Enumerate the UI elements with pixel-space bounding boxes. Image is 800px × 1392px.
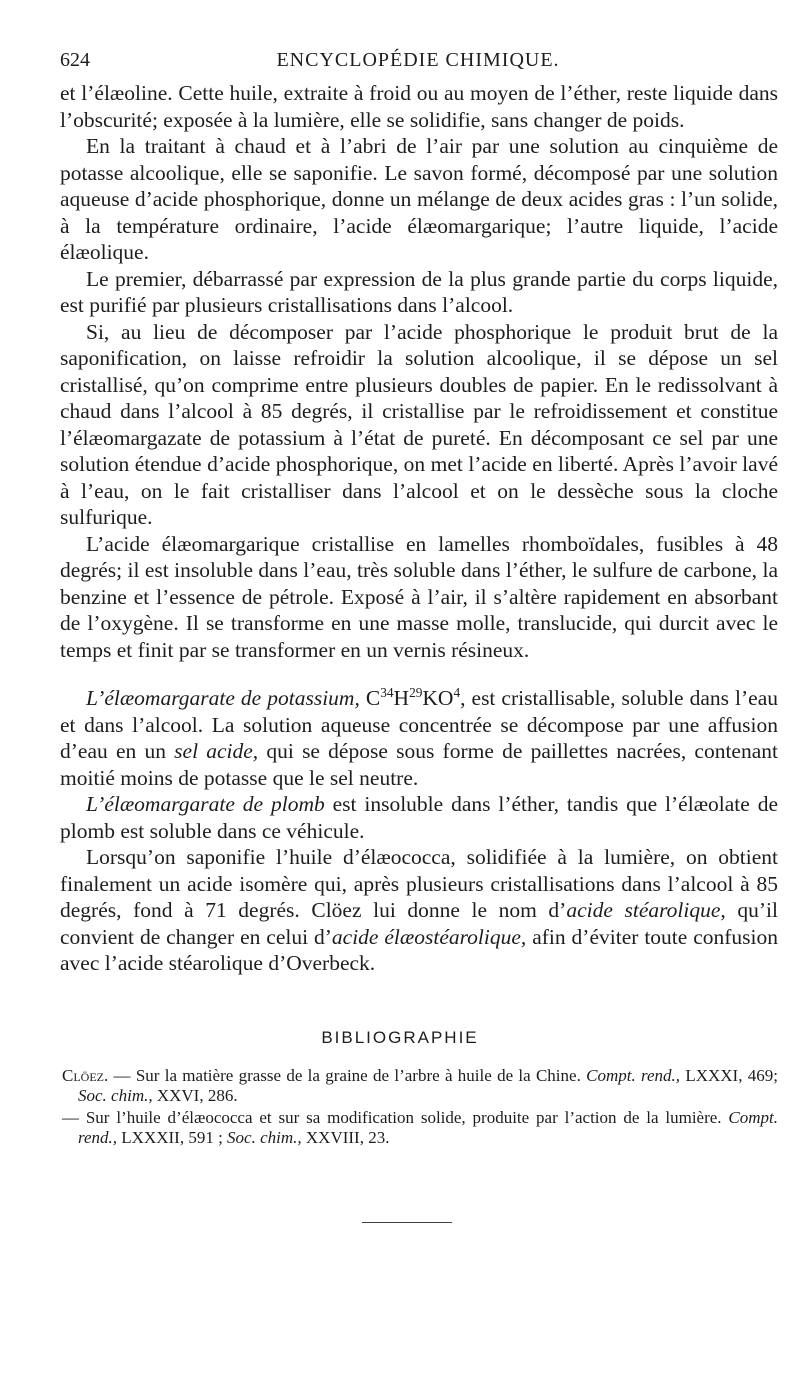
paragraph-4: Si, au lieu de décomposer par l’acide phosphorique le produit brut de la saponification, on laisse refroidir la solution alcoolique, il se dépose un sel cristallisé, qu’on comprime entre plusieurs doubles de papier. En le redissolvant à chaud dans l’alcool à 85 degrés, il cristallise par le refroidissement et constitue l’élæomargazate de potassium à l’état de pureté. En décomposant ce sel par une solution étendue d’acide phosphorique, on met l’acide en liberté. Après l’avoir lavé à l’eau, on le fait cristalliser dans l’alcool et on le dessèche sous la cloche sulfurique. bbox=[60, 319, 778, 529]
running-title: ENCYCLOPÉDIE CHIMIQUE. bbox=[276, 49, 560, 71]
term-potassium-salt: L’élæomargarate de potassium, bbox=[86, 686, 360, 710]
page-header bbox=[60, 46, 776, 74]
paragraph-3: Le premier, débarrassé par expression de la plus grande partie du corps liquide, est purifié par plusieurs cristallisations dans l’alcool. bbox=[60, 266, 778, 317]
paragraph-2: En la traitant à chaud et à l’abri de l’air par une solution au cinquième de potasse alcoolique, elle se saponifie. Le savon formé, décomposé par une solution aqueuse d’acide phosphorique, donne un mélange de deux acides gras : l’un solide, à la température ordinaire, l’acide élæomargarique; l’autre liquide, l’acide élæolique. bbox=[60, 134, 778, 264]
paragraph-5: L’acide élæomargarique cristallise en lamelles rhomboïdales, fusibles à 48 degrés; il est insoluble dans l’eau, très soluble dans l’éther, le sulfure de carbone, la benzine et l’essence de pétrole. Exposé à l’air, il s’altère rapidement en absorbant de l’oxygène. Il se transforme en une masse molle, translucide, qui durcit avec le temps et finit par se transformer en un vernis résineux. bbox=[60, 531, 778, 662]
paragraph-8: Lorsqu’on saponifie l’huile d’élæococca, solidifiée à la lumière, on obtient finalement un acide isomère qui, après plusieurs cristallisations dans l’alcool à 85 degrés, fond à 71 degrés. Clöez lui donne le nom d’acide stéarolique, qu’il convient de changer en celui d’acide élæostéarolique, afin d’éviter toute confusion avec l’acide stéarolique d’Overbeck. bbox=[60, 845, 779, 975]
term-acid-salt: sel acide, bbox=[174, 739, 259, 763]
chemical-formula: $C^{34}H^{29}KO^4$ bbox=[365, 685, 461, 710]
bibliography-author: Clöez. bbox=[62, 1066, 109, 1085]
term-lead-salt: L’élæomargarate de plomb bbox=[86, 792, 325, 816]
paragraph-7: L’élæomargarate de plomb est insoluble dans l’éther, tandis que l’élæolate de plomb est soluble dans ce véhicule. bbox=[60, 792, 778, 843]
paragraph-1: et l’élæoline. Cette huile, extraite à froid ou au moyen de l’éther, reste liquide dans l’obscurité; exposée à la lumière, elle se solidifie, sans changer de poids. bbox=[60, 81, 778, 132]
term-elaeostearolic-acid: acide élæostéarolique, bbox=[331, 924, 527, 949]
main-text bbox=[60, 80, 778, 977]
bibliography-entry: Clöez. — Sur la matière grasse de la graine de l’arbre à huile de la Chine. Compt. rend., LXXXI, 469; Soc. chim., XXVI, 286. bbox=[62, 1066, 778, 1105]
end-rule bbox=[362, 1222, 452, 1223]
bibliography-heading: BIBLIOGRAPHIE bbox=[321, 1028, 479, 1047]
paragraph-6: L’élæomargarate de potassium, $C^{34}H^{29}KO^4$, est cristallisable, soluble dans l’eau et dans l’alcool. La solution aqueuse concentrée se décompose par une affusion d’eau en un sel acide, qui se dépose sous forme de paillettes nacrées, contenant moitié moins de potasse que le sel neutre. bbox=[60, 685, 779, 790]
term-stearolic-acid: acide stéarolique, bbox=[566, 898, 726, 922]
page-number: 624 bbox=[60, 49, 90, 71]
bibliography-list bbox=[62, 1066, 778, 1150]
bibliography-entry: — Sur l’huile d’élæococca et sur sa modification solide, produite par l’action de la lumière. Compt. rend., LXXXII, 591 ; Soc. chim., XXVIII, 23. bbox=[62, 1108, 778, 1147]
